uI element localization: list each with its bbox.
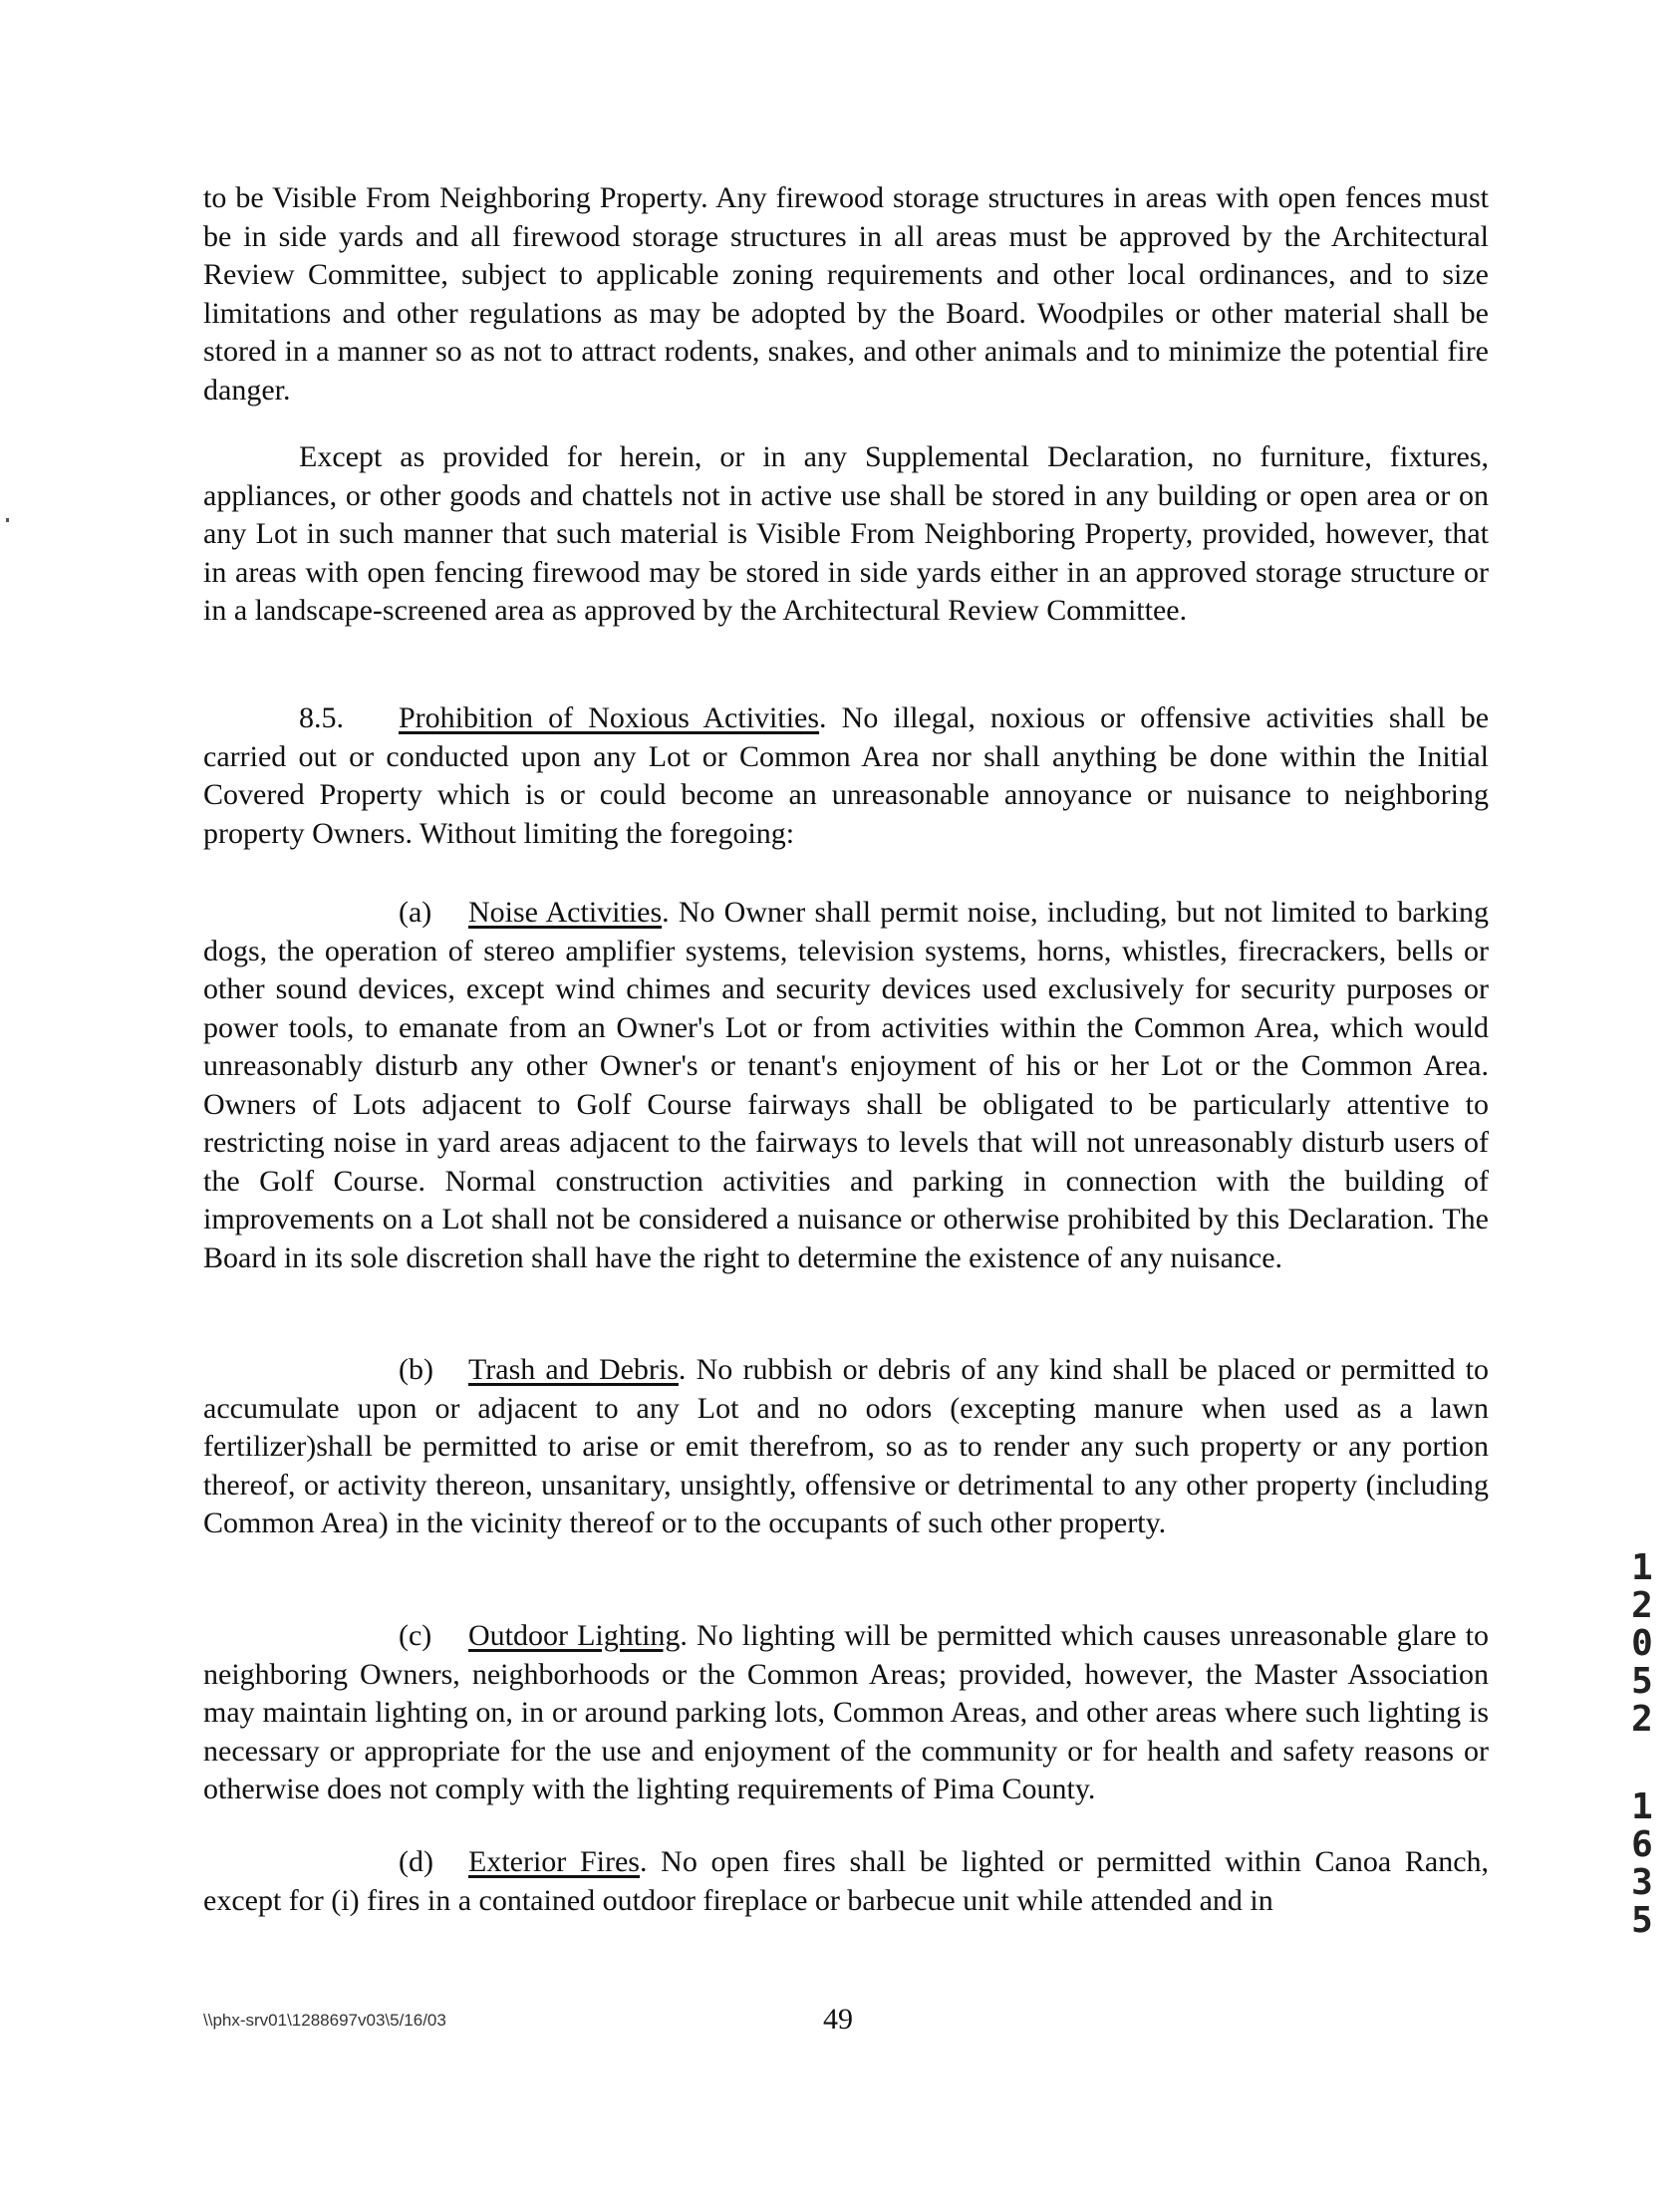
subsection-heading: Exterior Fires <box>468 1845 640 1878</box>
subsection-heading: Noise Activities <box>468 896 663 929</box>
heading-period: . <box>678 1353 697 1386</box>
section-heading: Prohibition of Noxious Activities <box>399 701 820 734</box>
heading-period: . <box>639 1845 662 1878</box>
stamp-digit: 3 <box>1631 1862 1653 1903</box>
scan-mark <box>6 518 9 522</box>
section-8-5 <box>203 699 1489 853</box>
subsection-text: No open fires shall be lighted or permitted within Canoa Ranch, except for (i) fires in a contained outdoor fireplace or barbecue unit while attended and in <box>203 1845 1490 1917</box>
subsection-a-noise <box>203 894 1489 1277</box>
stamp-digit: 2 <box>1631 1699 1653 1740</box>
stamp-page-number <box>1622 1788 1662 1940</box>
stamp-digit: 5 <box>1631 1900 1653 1941</box>
subsection-text: No lighting will be permitted which causes unreasonable glare to neighboring Owners, neighborhoods or the Common Areas; provided, however, the Master Association may maintain lighting on, in or around parking lots, Common Areas, and other areas where such lighting is necessary or appropriate for the use and enjoyment of the community or for health and safety reasons or otherwise does not comply with the lighting requirements of Pima County. <box>203 1619 1490 1805</box>
subsection-heading: Outdoor Lighting <box>468 1619 681 1652</box>
stamp-digit: 2 <box>1631 1585 1653 1626</box>
stamp-docket-number <box>1622 1549 1662 1739</box>
subsection-label: (c) <box>399 1619 432 1652</box>
page-number: 49 <box>823 2003 853 2036</box>
subsection-label: (a) <box>399 896 432 929</box>
stamp-digit: 1 <box>1631 1547 1653 1588</box>
stamp-digit: 1 <box>1631 1786 1653 1827</box>
section-text: No illegal, noxious or offensive activities shall be carried out or conducted upon any Lot or Common Area nor shall anything be done within the Initial Covered Property which is or could become an unreasonable annoyance or nuisance to neighboring property Owners. Without limiting the foregoing: <box>203 701 1490 850</box>
stamp-digit: 5 <box>1631 1661 1653 1702</box>
subsection-c-lighting <box>203 1617 1489 1809</box>
subsection-text: No Owner shall permit noise, including, but not limited to barking dogs, the operation of stereo amplifier systems, television systems, horns, whistles, firecrackers, bells or other sound devices, except wind chimes and security devices used exclusively for security purposes or power tools, to emanate from an Owner's Lot or from activities within the Common Area, which would unreasonably disturb any other Owner's or tenant's enjoyment of his or her Lot or the Common Area. Owners of Lots adjacent to Golf Course fairways shall be obligated to be particularly attentive to restricting noise in yard areas adjacent to the fairways to levels that will not unreasonably disturb users of the Golf Course. Normal construction activities and parking in connection with the building of improvements on a Lot shall not be considered a nuisance or otherwise prohibited by this Declaration. The Board in its sole discretion shall have the right to determine the existence of any nuisance. <box>203 896 1490 1274</box>
heading-period: . <box>680 1619 698 1652</box>
subsection-label: (d) <box>399 1845 433 1878</box>
subsection-heading: Trash and Debris <box>468 1353 679 1386</box>
subsection-label: (b) <box>399 1353 433 1386</box>
subsection-text: No rubbish or debris of any kind shall be placed or permitted to accumulate upon or adjacent to any Lot and no odors (excepting manure when used as a lawn fertilizer)shall be permitted to arise or emit therefrom, so as to render any such property or any portion thereof, or activity thereon, unsanitary, unsightly, offensive or detrimental to any other property (including Common Area) in the vicinity thereof or to the occupants of such other property. <box>203 1353 1490 1539</box>
subsection-d-fires <box>203 1843 1489 1920</box>
footer-document-path: \\phx-srv01\1288697v03\5/16/03 <box>203 2011 446 2030</box>
section-number: 8.5. <box>299 701 344 734</box>
subsection-b-trash <box>203 1351 1489 1543</box>
stamp-digit: 6 <box>1631 1824 1653 1865</box>
paragraph-firewood-storage: to be Visible From Neighboring Property. Any firewood storage structures in areas with open fences must be in side yards and all firewood storage structures in all areas must be approved by the Architectural Review Committee, subject to applicable zoning requirements and other local ordinances, and to size limitations and other regulations as may be adopted by the Board. Woodpiles or other material shall be stored in a manner so as not to attract rodents, snakes, and other animals and to minimize the potential fire danger. <box>203 181 1489 407</box>
stamp-digit: 0 <box>1631 1623 1653 1664</box>
heading-period: . <box>662 896 679 929</box>
section-heading-period: . <box>819 701 842 734</box>
recording-stamp <box>1622 1549 1662 1940</box>
paragraph-stored-goods: Except as provided for herein, or in any Supplemental Declaration, no furniture, fixtures, appliances, or other goods and chattels not in active use shall be stored in any building or open area or on any Lot in such manner that such material is Visible From Neighboring Property, provided, however, that in areas with open fencing firewood may be stored in side yards either in an approved storage structure or in a landscape-screened area as approved by the Architectural Review Committee. <box>203 440 1489 627</box>
